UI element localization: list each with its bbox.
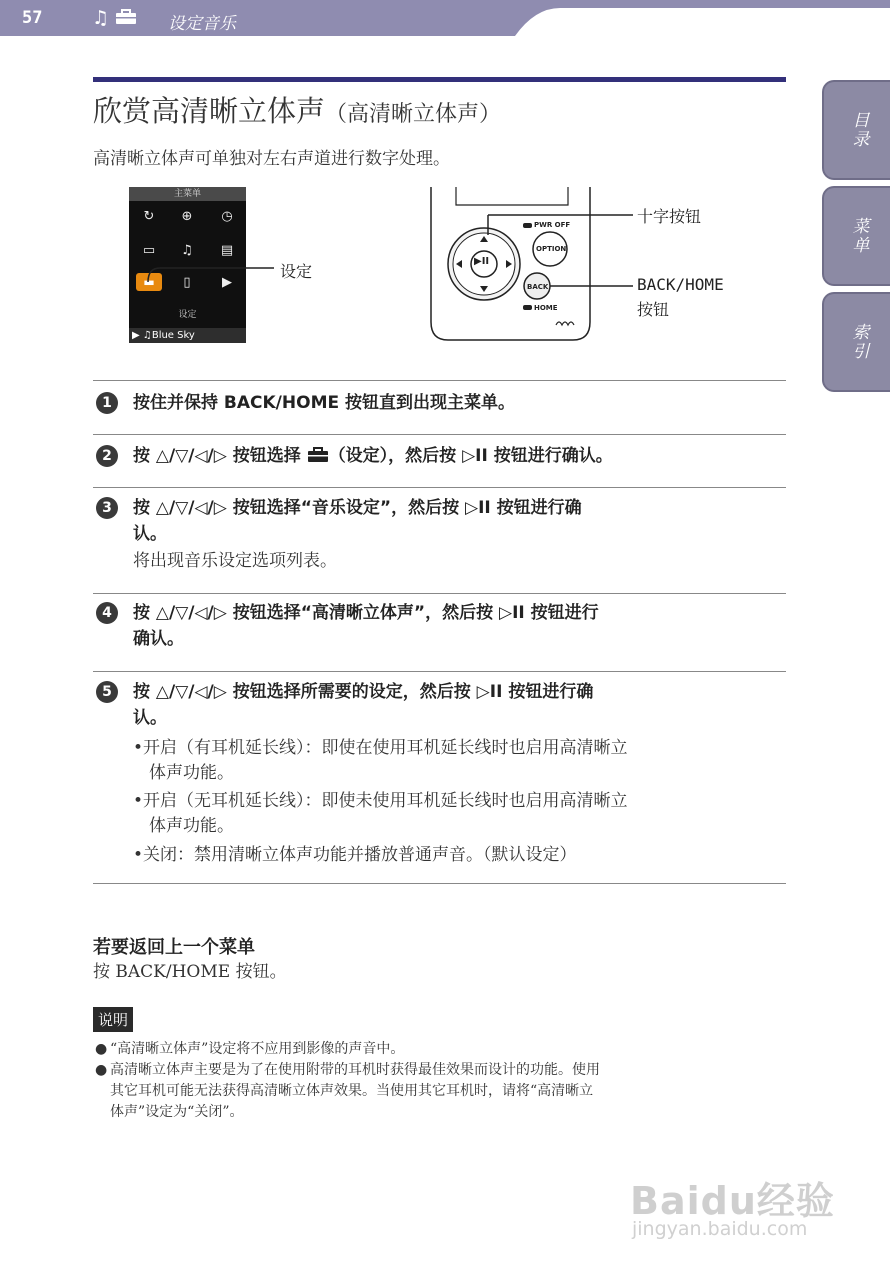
step-number: 4 bbox=[96, 602, 118, 624]
step-5-text: 按 △/▽/◁/▷ 按钮选择所需要的设定，然后按 ▷II 按钮进行确 bbox=[133, 682, 594, 702]
page-number: 57 bbox=[22, 8, 43, 28]
step-4-text-cont: 确认。 bbox=[133, 629, 184, 649]
callout-back-home: BACK/HOME bbox=[637, 275, 724, 294]
now-playing-icon: ▶ bbox=[222, 275, 232, 290]
watermark-brand: Baidu经验 bbox=[630, 1179, 835, 1223]
screen-header: 主菜单 bbox=[129, 187, 246, 201]
callout-line-settings bbox=[140, 262, 275, 284]
step-number: 5 bbox=[96, 681, 118, 703]
music-note-icon: ♫ bbox=[92, 7, 110, 29]
title-rule bbox=[93, 77, 786, 82]
callout-back-home-2: 按钮 bbox=[637, 300, 670, 319]
step-number: 1 bbox=[96, 392, 118, 414]
device-illustration bbox=[428, 187, 638, 347]
settings-icon: ▬ bbox=[136, 273, 162, 291]
callout-cross-button: 十字按钮 bbox=[637, 207, 702, 226]
divider bbox=[93, 380, 786, 381]
now-playing-bar: ▶ ♫Blue Sky bbox=[129, 328, 246, 343]
option-bullet: •开启（无耳机延长线）：即使未使用耳机延长线时也启用高清晰立 bbox=[133, 791, 628, 811]
option-button[interactable]: OPTION bbox=[536, 245, 567, 253]
step-4-text: 按 △/▽/◁/▷ 按钮选择“高清晰立体声”，然后按 ▷II 按钮进行 bbox=[133, 603, 599, 623]
document-icon: ▯ bbox=[183, 275, 191, 290]
photo-icon: ▭ bbox=[142, 243, 156, 258]
tab-contents[interactable]: 目录 bbox=[822, 80, 890, 180]
pwr-off-label: PWR OFF bbox=[534, 221, 571, 229]
play-pause-button[interactable]: ▶II bbox=[474, 256, 490, 267]
divider bbox=[93, 487, 786, 488]
step-number: 2 bbox=[96, 445, 118, 467]
note-item: “高清晰立体声”设定将不应用到影像的声音中。 bbox=[110, 1041, 405, 1057]
note-item-cont: 体声”设定为“关闭”。 bbox=[110, 1104, 244, 1120]
watermark-url: jingyan.baidu.com bbox=[632, 1218, 808, 1240]
note-item: 高清晰立体声主要是为了在使用附带的耳机时获得最佳效果而设计的功能。使用 bbox=[110, 1062, 600, 1078]
note-item-cont: 其它耳机可能无法获得高清晰立体声效果。当使用其它耳机时，请将“高清晰立 bbox=[110, 1083, 594, 1099]
option-bullet: •开启（有耳机延长线）：即使在使用耳机延长线时也启用高清晰立 bbox=[133, 738, 628, 758]
screen-label: 设定 bbox=[178, 310, 197, 320]
note-bullet: ● bbox=[95, 1062, 108, 1078]
divider bbox=[93, 671, 786, 672]
note-badge: 说明 bbox=[93, 1007, 133, 1032]
divider bbox=[93, 593, 786, 594]
music-icon: ♫ bbox=[181, 243, 193, 258]
step-2-text: 按 △/▽/◁/▷ 按钮选择 （设定），然后按 ▷II 按钮进行确认。 bbox=[133, 446, 613, 466]
tab-menu[interactable]: 菜单 bbox=[822, 186, 890, 286]
page-title: 欣赏高清晰立体声（高清晰立体声） bbox=[93, 94, 502, 128]
option-bullet: •关闭：禁用清晰立体声功能并播放普通声音。（默认设定） bbox=[133, 845, 577, 865]
option-bullet-cont: 体声功能。 bbox=[149, 816, 234, 836]
divider bbox=[93, 883, 786, 884]
home-label: HOME bbox=[534, 304, 558, 312]
video-icon: ▤ bbox=[220, 243, 234, 258]
search-icon: ⊕ bbox=[181, 209, 193, 224]
toolbox-icon bbox=[115, 9, 137, 25]
step-3-note: 将出现音乐设定选项列表。 bbox=[133, 551, 337, 571]
step-5-text-cont: 认。 bbox=[133, 708, 167, 728]
step-1-text: 按住并保持 BACK/HOME 按钮直到出现主菜单。 bbox=[133, 393, 516, 413]
section-title: 设定音乐 bbox=[168, 14, 236, 34]
clock-icon: ◷ bbox=[221, 209, 233, 224]
toolbox-icon bbox=[307, 447, 329, 463]
step-number: 3 bbox=[96, 497, 118, 519]
step-3-text-cont: 认。 bbox=[133, 524, 167, 544]
tab-index[interactable]: 索引 bbox=[822, 292, 890, 392]
note-bullet: ● bbox=[95, 1041, 108, 1057]
back-button[interactable]: BACK bbox=[527, 283, 549, 291]
header-icons bbox=[92, 7, 137, 29]
step-3-text: 按 △/▽/◁/▷ 按钮选择“音乐设定”，然后按 ▷II 按钮进行确 bbox=[133, 498, 582, 518]
callout-settings: 设定 bbox=[280, 262, 313, 281]
option-bullet-cont: 体声功能。 bbox=[149, 763, 234, 783]
intro-text: 高清晰立体声可单独对左右声道进行数字处理。 bbox=[93, 149, 450, 169]
divider bbox=[93, 434, 786, 435]
return-heading: 若要返回上一个菜单 bbox=[93, 937, 255, 958]
return-text: 按 BACK/HOME 按钮。 bbox=[93, 962, 287, 982]
shuffle-icon: ↻ bbox=[143, 209, 155, 224]
